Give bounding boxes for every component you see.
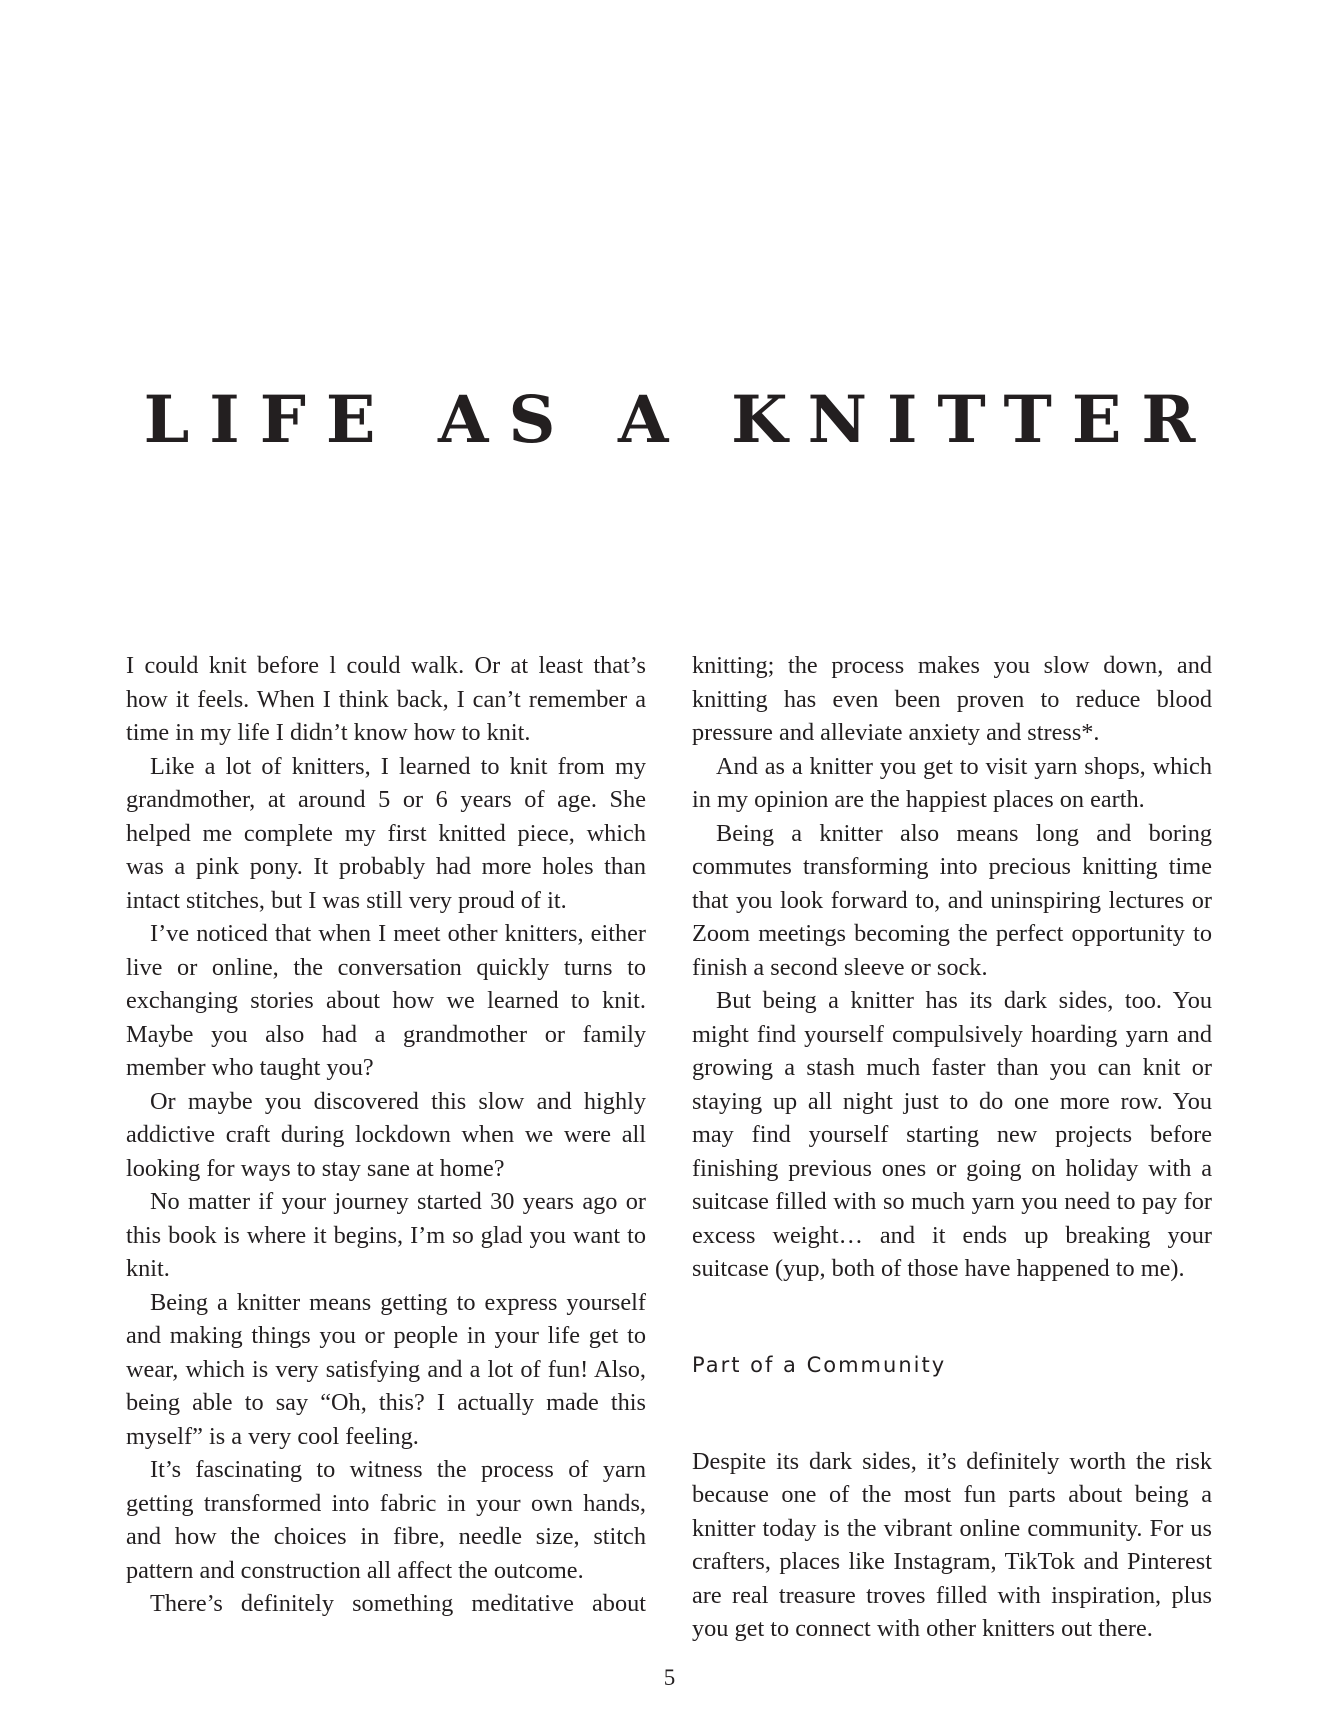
paragraph: There’s definitely something meditative about [150,1590,646,1617]
paragraph: knitting; the process makes you slow down, and knitting has even been proven to reduce blood pressure and alleviate anxiety and stress*. [692,652,1212,746]
right-column [692,649,1212,1646]
paragraph: Being a knitter means getting to express yourself and making things you or people in your life get to wear, which is very satisfying and a lot of fun! Also, being able to say “Oh, this? I actually made this myself” is a very cool feeling. [126,1288,646,1450]
paragraph: Like a lot of knitters, I learned to knit from my grandmother, at around 5 or 6 years of age. She helped me complete my first knitted piece, which was a pink pony. It probably had more holes than intact stitches, but I was still very proud of it. [126,752,646,914]
left-column [126,649,646,1621]
page-title: LIFE AS A KNITTER [143,382,1216,458]
paragraph: It’s fascinating to witness the process of yarn getting transformed into fabric in your own hands, and how the choices in fibre, needle size, stitch pattern and construction all affect the outcome. [126,1456,646,1584]
paragraph: I could knit before l could walk. Or at least that’s how it feels. When I think back, I can’t remember a time in my life I didn’t know how to knit. [126,652,646,746]
paragraph: No matter if your journey started 30 years ago or this book is where it begins, I’m so glad you want to knit. [126,1188,646,1282]
paragraph: And as a knitter you get to visit yarn shops, which in my opinion are the happiest places on earth. [692,752,1212,813]
page-number: 5 [663,1665,676,1690]
paragraph: But being a knitter has its dark sides, too. You might find yourself compulsively hoarding yarn and growing a stash much faster than you can knit or staying up all night just to do one more row. You may find yourself starting new projects before finishing previous ones or going on holiday with a suitcase filled with so much yarn you need to pay for excess weight… and it ends up breaking your suitcase (yup, both of those have happened to me). [692,987,1212,1282]
paragraph: Despite its dark sides, it’s definitely worth the risk because one of the most fun parts about being a knitter today is the vibrant online community. For us crafters, places like Instagram, TikTok and Pinterest are real treasure troves filled with inspiration, plus you get to connect with other knitters out there. [692,1447,1212,1642]
paragraph: I’ve noticed that when I meet other knitters, either live or online, the conversation quickly turns to exchanging stories about how we learned to knit. Maybe you also had a grandmother or family member who taught you? [126,920,646,1081]
paragraph: Or maybe you discovered this slow and highly addictive craft during lockdown when we were all looking for ways to stay sane at home? [126,1087,646,1182]
paragraph: Being a knitter also means long and boring commutes transforming into precious knitting time that you look forward to, and uninspiring lectures or Zoom meetings becoming the perfect opportunity to finish a second sleeve or sock. [692,819,1212,981]
section-heading: Part of a Community [692,1352,947,1377]
